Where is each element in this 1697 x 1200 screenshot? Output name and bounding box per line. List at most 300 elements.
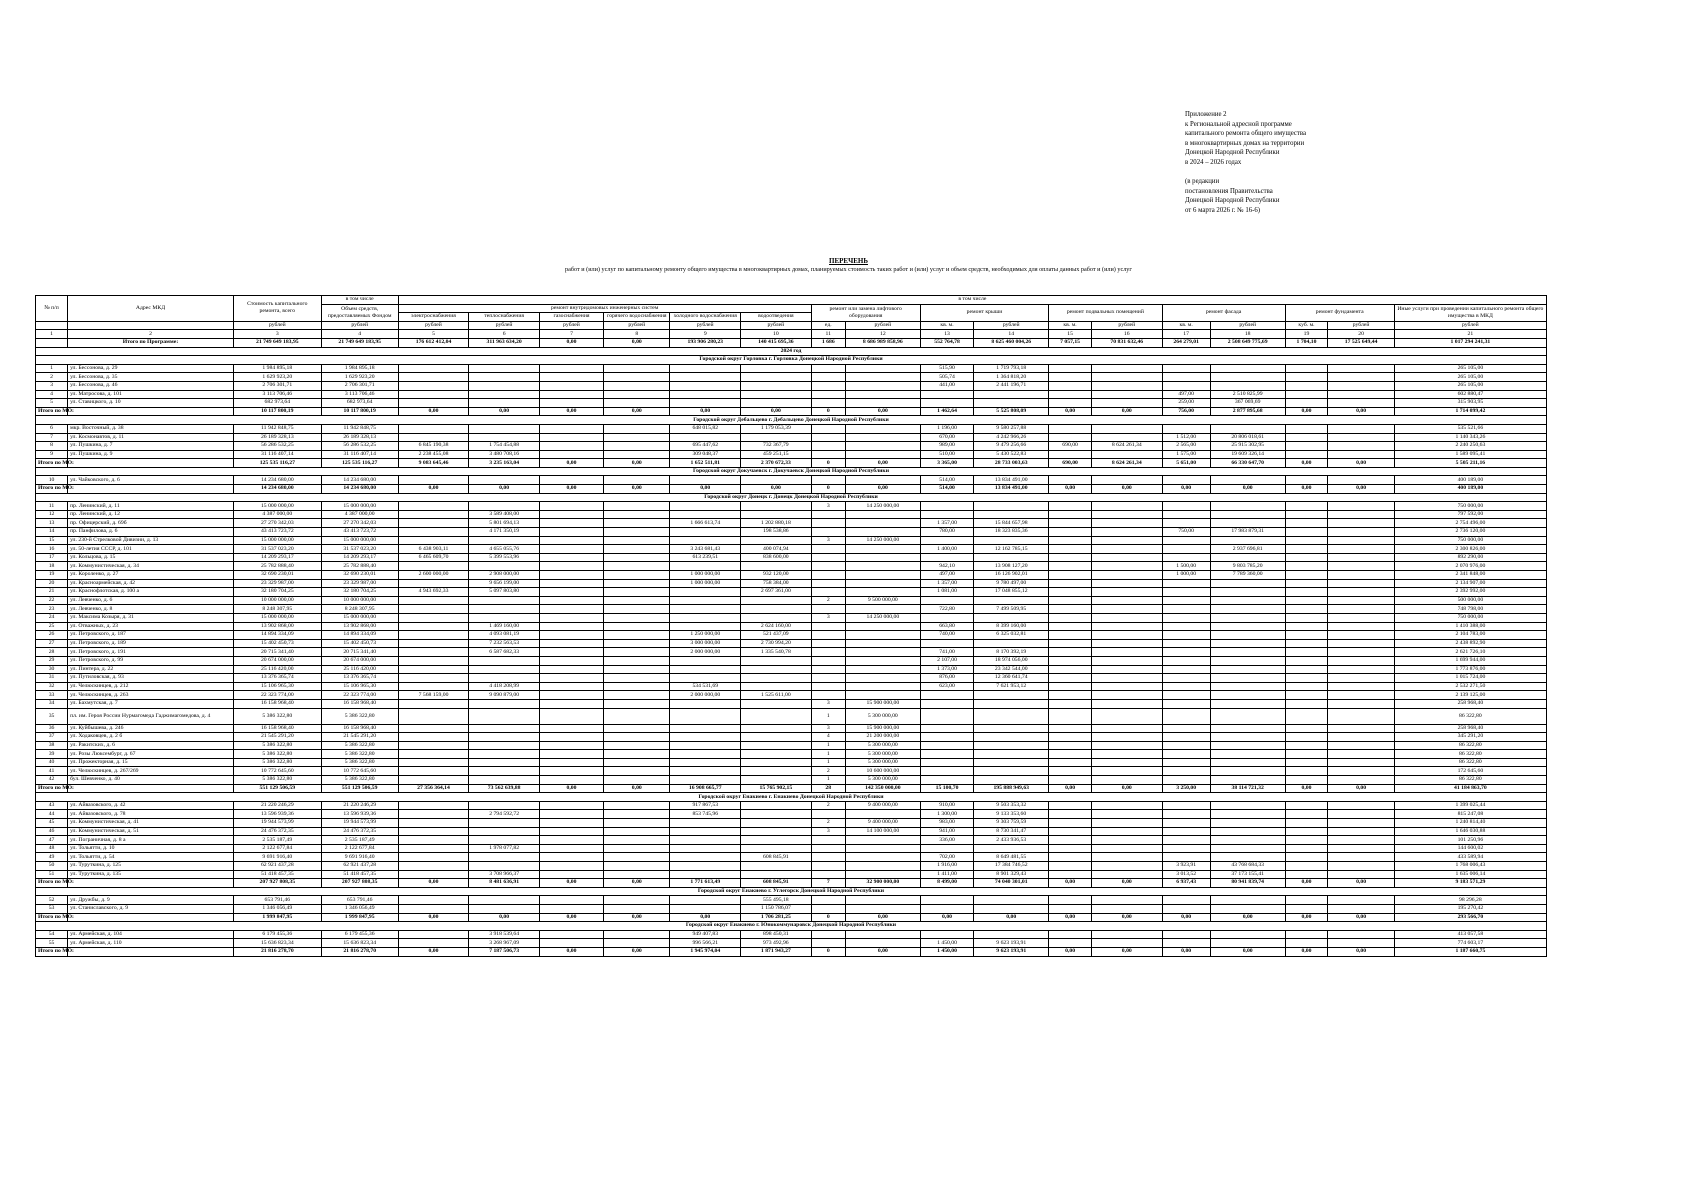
table-row <box>36 596 1547 605</box>
table-cell <box>1285 571 1328 580</box>
table-cell: 0,00 <box>1162 947 1210 956</box>
table-cell <box>1049 699 1092 708</box>
table-cell <box>845 519 920 528</box>
table-cell: 500 000,00 <box>1394 596 1546 605</box>
table-cell <box>741 510 812 519</box>
table-cell <box>1210 819 1285 828</box>
table-cell <box>741 502 812 511</box>
table-cell <box>811 424 845 433</box>
table-cell: пл. им. Героя России Нурмагомеда Гаджимагомедова, д. 4 <box>68 708 234 724</box>
table-cell <box>1285 691 1328 700</box>
table-cell <box>469 801 540 810</box>
table-cell: 15 000 000,00 <box>321 536 398 545</box>
table-cell: 32 900 000,00 <box>845 879 920 888</box>
table-cell: 32 690 230,01 <box>233 571 321 580</box>
table-cell: 8 624 261,34 <box>1091 459 1162 468</box>
table-cell: 0,00 <box>539 913 603 922</box>
table-cell <box>974 930 1049 939</box>
table-cell <box>1210 733 1285 742</box>
table-row <box>36 708 1547 724</box>
column-number-cell: 4 <box>321 330 398 339</box>
table-cell: ул. Айвазовского, д. 78 <box>68 810 234 819</box>
table-cell: 293 566,70 <box>1394 913 1546 922</box>
table-cell: 9 479 256,66 <box>974 442 1049 451</box>
table-cell: ул. Чайковского, д. 6 <box>68 476 234 485</box>
table-cell <box>1049 562 1092 571</box>
table-cell <box>920 750 974 759</box>
table-cell <box>1049 904 1092 913</box>
table-cell <box>670 819 741 828</box>
table-cell <box>845 571 920 580</box>
table-cell <box>1285 930 1328 939</box>
table-cell: 3 365,00 <box>920 459 974 468</box>
table-cell <box>1285 553 1328 562</box>
table-cell <box>1210 724 1285 733</box>
table-cell <box>974 724 1049 733</box>
table-cell: 86 322,80 <box>1394 741 1546 750</box>
table-cell <box>1328 399 1394 408</box>
table-cell: пр. Ленинский, д. 12 <box>68 510 234 519</box>
table-cell <box>1091 708 1162 724</box>
table-cell: 2 600 000,00 <box>398 571 469 580</box>
table-cell <box>1328 596 1394 605</box>
table-cell: 3 <box>811 699 845 708</box>
table-cell: 0,00 <box>398 879 469 888</box>
table-cell <box>1091 571 1162 580</box>
table-cell <box>1328 528 1394 537</box>
table-cell <box>539 870 603 879</box>
table-cell: 5 386 322,80 <box>321 750 398 759</box>
table-cell <box>1210 708 1285 724</box>
table-cell: 602 880,47 <box>1394 390 1546 399</box>
table-cell <box>670 862 741 871</box>
table-cell: 1 871 943,27 <box>741 947 812 956</box>
table-cell: 14 100 000,00 <box>845 827 920 836</box>
table-cell: 853 745,96 <box>670 810 741 819</box>
header-foundation: ремонт фундамента <box>1285 304 1394 321</box>
table-cell <box>920 502 974 511</box>
table-cell: 15 000 000,00 <box>233 502 321 511</box>
table-cell <box>741 801 812 810</box>
table-cell <box>604 510 670 519</box>
column-number-cell: 19 <box>1285 330 1328 339</box>
table-cell: 876,00 <box>920 674 974 683</box>
table-cell <box>811 631 845 640</box>
table-cell: ул. Пинтера, д. 22 <box>68 665 234 674</box>
table-cell <box>1049 528 1092 537</box>
table-cell <box>1328 699 1394 708</box>
table-cell <box>1210 810 1285 819</box>
table-cell <box>974 536 1049 545</box>
table-cell: 1 357,00 <box>920 519 974 528</box>
table-cell: 8 649 481,55 <box>974 853 1049 862</box>
table-cell <box>1162 733 1210 742</box>
table-cell <box>1210 750 1285 759</box>
table-cell: 1 525 611,00 <box>741 691 812 700</box>
table-cell: 608 845,91 <box>741 853 812 862</box>
table-cell <box>539 853 603 862</box>
table-cell: 86 322,80 <box>1394 758 1546 767</box>
table-row <box>36 776 1547 785</box>
table-cell <box>920 536 974 545</box>
table-row <box>36 724 1547 733</box>
table-cell <box>604 596 670 605</box>
table-cell: 43 413 723,72 <box>321 528 398 537</box>
table-cell: 3 243 681,43 <box>670 545 741 554</box>
table-cell <box>741 699 812 708</box>
table-cell <box>1285 502 1328 511</box>
table-cell <box>845 810 920 819</box>
table-cell <box>1091 399 1162 408</box>
table-cell <box>974 399 1049 408</box>
table-cell <box>1162 656 1210 665</box>
table-cell <box>398 605 469 614</box>
table-cell: 0,00 <box>1285 784 1328 793</box>
table-cell <box>1049 870 1092 879</box>
table-cell <box>1210 853 1285 862</box>
table-cell <box>1328 896 1394 905</box>
table-cell <box>539 836 603 845</box>
table-cell <box>1210 699 1285 708</box>
table-cell: Итого по МО: <box>36 947 68 956</box>
table-cell: 1 500,00 <box>1162 562 1210 571</box>
table-cell <box>1049 896 1092 905</box>
table-cell: 36 <box>36 724 68 733</box>
table-cell: 32 690 230,01 <box>321 571 398 580</box>
table-row <box>36 579 1547 588</box>
table-cell: 1 015 724,00 <box>1394 674 1546 683</box>
table-row <box>36 904 1547 913</box>
table-cell <box>604 631 670 640</box>
table-cell <box>974 691 1049 700</box>
table-cell: 4 387 000,00 <box>233 510 321 519</box>
table-cell: 0,00 <box>845 459 920 468</box>
table-cell <box>469 733 540 742</box>
table-cell <box>539 390 603 399</box>
header-in-that-2: в том числе <box>398 296 1546 305</box>
table-cell <box>1162 801 1210 810</box>
unit-cell: рублей <box>1210 321 1285 330</box>
table-cell <box>670 896 741 905</box>
table-cell: 25 116 420,00 <box>233 665 321 674</box>
table-cell <box>398 562 469 571</box>
table-cell: 1 196,00 <box>920 424 974 433</box>
table-cell: 10 772 645,60 <box>321 767 398 776</box>
table-cell: ул. Айвазовского, д. 42 <box>68 801 234 810</box>
table-cell <box>1091 801 1162 810</box>
table-cell <box>1091 939 1162 948</box>
table-cell: 25 782 888,40 <box>233 562 321 571</box>
table-cell: 758 384,00 <box>741 579 812 588</box>
table-cell <box>1091 767 1162 776</box>
table-cell <box>1285 836 1328 845</box>
table-cell <box>1328 836 1394 845</box>
table-cell <box>1049 810 1092 819</box>
table-cell <box>604 827 670 836</box>
table-cell <box>1285 758 1328 767</box>
table-cell: 198 538,86 <box>741 528 812 537</box>
table-cell <box>741 776 812 785</box>
table-cell <box>845 930 920 939</box>
table-cell <box>811 545 845 554</box>
table-cell: 732 367,79 <box>741 442 812 451</box>
table-cell: 774 603,17 <box>1394 939 1546 948</box>
table-cell: 2 104 783,00 <box>1394 631 1546 640</box>
table-cell <box>741 390 812 399</box>
table-row <box>36 801 1547 810</box>
table-row <box>36 750 1547 759</box>
table-row <box>36 741 1547 750</box>
municipality-label: Городской округ Донецк г. Донецк Донецкой Народной Республики <box>36 493 1547 502</box>
table-cell <box>845 579 920 588</box>
table-cell <box>811 862 845 871</box>
table-cell <box>1049 596 1092 605</box>
table-cell <box>604 896 670 905</box>
table-cell <box>1162 613 1210 622</box>
table-cell: 15 402 450,73 <box>321 639 398 648</box>
table-cell <box>1091 528 1162 537</box>
table-cell <box>1328 553 1394 562</box>
table-cell <box>1049 776 1092 785</box>
table-cell: 5 386 322,80 <box>321 776 398 785</box>
table-cell <box>1285 579 1328 588</box>
table-row <box>36 373 1547 382</box>
table-cell: 8 248 307,95 <box>321 605 398 614</box>
municipality-row <box>36 416 1547 425</box>
table-cell <box>1328 433 1394 442</box>
table-cell: 1 629 923,20 <box>233 373 321 382</box>
table-cell <box>469 767 540 776</box>
appendix-line: в многоквартирных домах на территории <box>1185 139 1305 147</box>
table-row <box>36 758 1547 767</box>
table-cell <box>974 733 1049 742</box>
table-cell: 1 462,64 <box>920 407 974 416</box>
table-cell <box>539 536 603 545</box>
table-cell <box>974 639 1049 648</box>
table-cell <box>398 579 469 588</box>
table-cell <box>1328 442 1394 451</box>
table-cell: 172 645,60 <box>1394 767 1546 776</box>
table-row <box>36 545 1547 554</box>
appendix-line <box>1185 168 1485 178</box>
table-row <box>36 424 1547 433</box>
table-cell <box>811 553 845 562</box>
table-cell: 21 220 246,29 <box>233 801 321 810</box>
table-cell <box>1162 930 1210 939</box>
table-cell <box>1162 536 1210 545</box>
table-cell: 608 845,91 <box>741 879 812 888</box>
table-cell <box>845 545 920 554</box>
table-cell: 13 902 868,00 <box>233 622 321 631</box>
table-cell <box>811 665 845 674</box>
table-cell <box>1162 648 1210 657</box>
table-cell <box>539 801 603 810</box>
table-cell <box>741 724 812 733</box>
table-cell <box>1049 433 1092 442</box>
table-cell: ул. Петровского, д. 99 <box>68 656 234 665</box>
table-cell <box>1285 605 1328 614</box>
table-cell <box>741 674 812 683</box>
table-cell: 28 <box>811 784 845 793</box>
table-cell: 3 <box>811 613 845 622</box>
table-cell: 0,00 <box>741 485 812 494</box>
table-cell: 623,00 <box>920 682 974 691</box>
table-cell <box>1091 724 1162 733</box>
table-cell <box>1091 631 1162 640</box>
table-cell: 1 706 281,25 <box>741 913 812 922</box>
table-cell: 311 963 634,20 <box>469 338 540 347</box>
table-cell <box>1328 536 1394 545</box>
table-cell: 86 322,80 <box>1394 750 1546 759</box>
table-cell: 514,00 <box>920 485 974 494</box>
table-cell <box>1328 579 1394 588</box>
table-cell <box>1285 682 1328 691</box>
table-cell <box>845 442 920 451</box>
table-cell: 2 908 000,00 <box>469 571 540 580</box>
table-cell: 0,00 <box>974 913 1049 922</box>
table-cell <box>1328 605 1394 614</box>
table-cell: 15 000 000,00 <box>321 502 398 511</box>
table-cell <box>469 819 540 828</box>
table-row <box>36 631 1547 640</box>
table-cell <box>1285 476 1328 485</box>
table-cell <box>604 390 670 399</box>
table-cell <box>1162 674 1210 683</box>
table-cell <box>1049 733 1092 742</box>
table-cell <box>1049 571 1092 580</box>
table-cell: 1 346 056,49 <box>233 904 321 913</box>
table-cell <box>811 656 845 665</box>
table-cell <box>398 613 469 622</box>
works-table <box>35 295 1547 957</box>
table-cell <box>604 450 670 459</box>
table-cell: 670,00 <box>920 433 974 442</box>
table-cell <box>811 870 845 879</box>
table-cell <box>1210 622 1285 631</box>
table-cell: 1 373,00 <box>920 665 974 674</box>
table-cell: 0,00 <box>539 459 603 468</box>
table-cell <box>398 819 469 828</box>
table-cell <box>670 750 741 759</box>
table-cell: 3 480 708,16 <box>469 450 540 459</box>
table-cell <box>1162 682 1210 691</box>
table-cell <box>469 424 540 433</box>
table-cell <box>845 853 920 862</box>
table-cell: 0,00 <box>1210 947 1285 956</box>
table-cell <box>539 827 603 836</box>
table-cell: 7 789 360,00 <box>1210 571 1285 580</box>
table-cell: ул. Челюскинцев, д. 263 <box>68 691 234 700</box>
table-cell <box>845 381 920 390</box>
table-cell: 0,00 <box>604 784 670 793</box>
table-cell <box>1285 741 1328 750</box>
table-cell: 838 600,00 <box>741 553 812 562</box>
table-cell: 613 239,51 <box>670 553 741 562</box>
table-cell <box>539 639 603 648</box>
table-cell: 0,00 <box>398 485 469 494</box>
table-cell <box>398 433 469 442</box>
table-cell: 336,00 <box>920 836 974 845</box>
header-basement: ремонт подвальных помещений <box>1049 304 1162 321</box>
table-cell: 0,00 <box>398 407 469 416</box>
table-cell: 6 465 609,70 <box>398 553 469 562</box>
table-cell <box>920 904 974 913</box>
table-cell <box>974 844 1049 853</box>
table-cell <box>1210 536 1285 545</box>
table-cell <box>398 390 469 399</box>
table-cell <box>1162 896 1210 905</box>
municipality-label: Городской округ Енакиево г. Енакиево Донецкой Народной Республики <box>36 793 1547 802</box>
table-cell <box>539 442 603 451</box>
table-cell <box>1328 364 1394 373</box>
table-cell <box>539 476 603 485</box>
table-cell <box>539 424 603 433</box>
table-cell: 0,00 <box>604 879 670 888</box>
table-cell <box>398 853 469 862</box>
table-cell: 6 <box>36 424 68 433</box>
table-cell: 20 715 341,40 <box>321 648 398 657</box>
table-cell: 5 300 000,00 <box>845 708 920 724</box>
table-cell: пр. Офицерский, д. 69б <box>68 519 234 528</box>
table-cell <box>1328 724 1394 733</box>
table-cell <box>398 648 469 657</box>
table-row <box>36 562 1547 571</box>
table-cell: 21 545 291,20 <box>233 733 321 742</box>
table-cell: 1 589 095,41 <box>1394 450 1546 459</box>
table-cell: Итого по Программе: <box>68 338 234 347</box>
table-cell: 23 <box>36 605 68 614</box>
table-cell: 3 <box>36 381 68 390</box>
table-cell: 19 609 326,14 <box>1210 450 1285 459</box>
table-cell: 5 300 000,00 <box>845 776 920 785</box>
table-cell <box>1049 665 1092 674</box>
table-cell: 13 596 939,36 <box>233 810 321 819</box>
table-cell <box>845 476 920 485</box>
table-cell: ул. Дружбы, д. 9 <box>68 896 234 905</box>
table-cell <box>845 605 920 614</box>
table-cell <box>670 528 741 537</box>
table-cell <box>398 373 469 382</box>
table-cell <box>811 373 845 382</box>
table-cell <box>741 373 812 382</box>
header-in-that: в том числе <box>321 296 398 305</box>
table-cell <box>670 674 741 683</box>
table-cell <box>469 596 540 605</box>
table-cell: 1 984 895,18 <box>321 364 398 373</box>
table-cell: 1 686 <box>811 338 845 347</box>
table-cell: 2 621 726,10 <box>1394 648 1546 657</box>
table-cell <box>741 827 812 836</box>
table-cell: 5 386 322,80 <box>233 741 321 750</box>
table-cell <box>539 810 603 819</box>
table-cell <box>1328 750 1394 759</box>
table-cell <box>1328 450 1394 459</box>
table-cell: 0,00 <box>539 784 603 793</box>
table-cell: 780,00 <box>920 528 974 537</box>
table-cell: 2 000 000,00 <box>670 648 741 657</box>
table-cell <box>741 381 812 390</box>
table-cell <box>1091 827 1162 836</box>
table-cell <box>1285 613 1328 622</box>
table-cell <box>1091 665 1162 674</box>
table-cell: 400 189,00 <box>1394 476 1546 485</box>
table-cell: 24 476 372,35 <box>233 827 321 836</box>
column-number-cell: 7 <box>539 330 603 339</box>
table-cell <box>1162 622 1210 631</box>
table-cell <box>1049 674 1092 683</box>
table-cell <box>1162 579 1210 588</box>
table-cell: 3 <box>811 724 845 733</box>
